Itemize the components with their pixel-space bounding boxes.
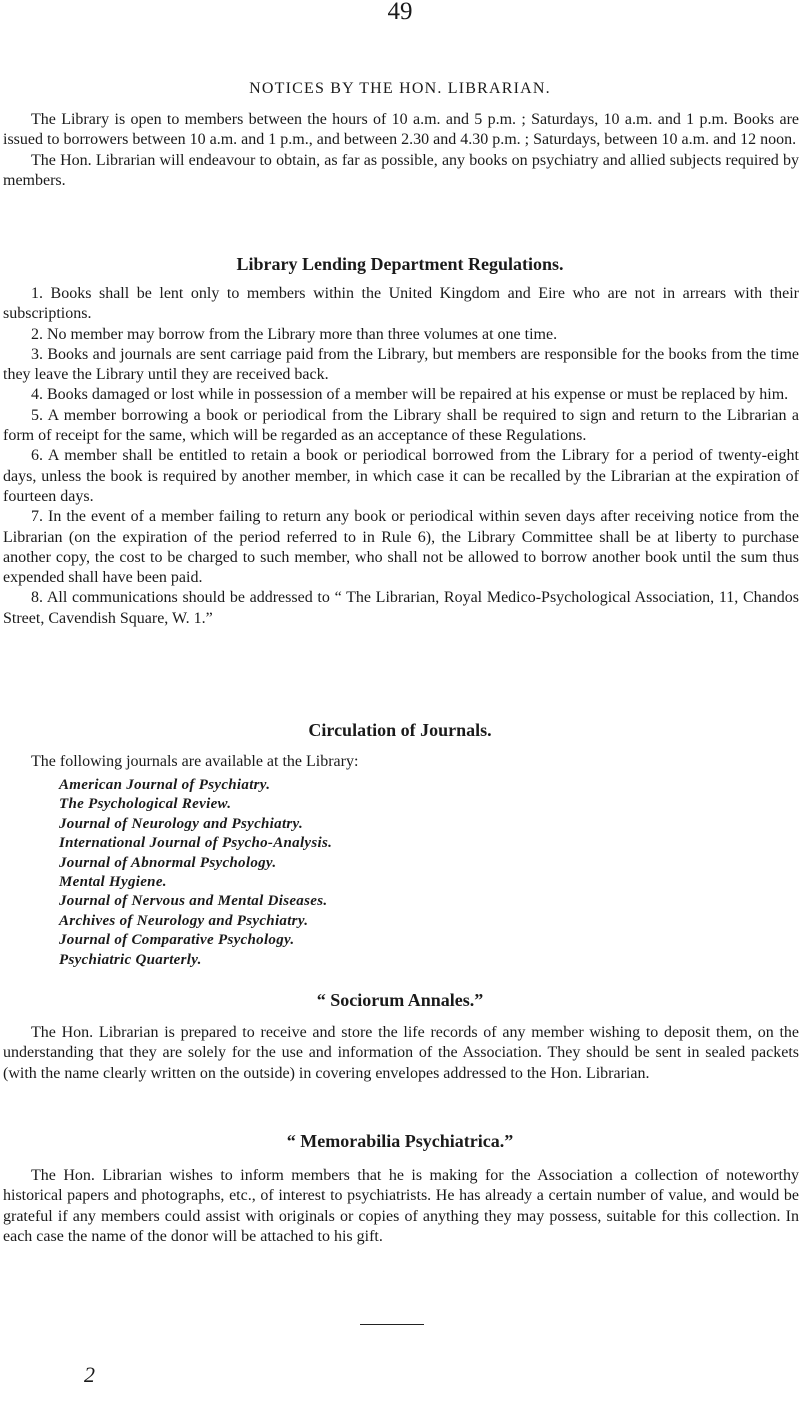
regulation-rule: 5. A member borrowing a book or periodical from the Library shall be required to sign and return to the Librarian a form of receipt for the same, which will be regarded as an acceptance of these Regulations. (3, 406, 799, 445)
journal-item: The Psychological Review. (59, 796, 232, 813)
regulation-rule: 7. In the event of a member failing to return any book or periodical within seven days after receiving notice from the Librarian (on the expiration of the period referred to in Rule 6), the Library Committee shall be at liberty to purchase another copy, the cost to be charged to such member, who shall not be allowed to borrow another book until the sum thus expended shall have been paid. (3, 508, 799, 587)
journals-intro: The following journals are available at the Library: (31, 753, 359, 770)
sociorum-heading: “ Sociorum Annales.” (316, 990, 484, 1010)
regulation-rule: 2. No member may borrow from the Library more than three volumes at one time. (31, 325, 558, 343)
regulation-rule: 8. All communications should be addressed to “ The Librarian, Royal Medico-Psychological Association, 11, Chandos Street, Cavendish Square, W. 1.” (3, 589, 799, 627)
journal-item: Psychiatric Quarterly. (59, 951, 202, 968)
journal-item: American Journal of Psychiatry. (59, 777, 271, 793)
notices-section (3, 110, 799, 191)
regulation-rule: 3. Books and journals are sent carriage paid from the Library, but members are responsible for the books from the time they leave the Library until they are received back. (3, 345, 799, 384)
journal-item: Journal of Comparative Psychology. (59, 932, 295, 949)
journal-item: International Journal of Psycho-Analysis. (59, 835, 333, 852)
regulation-rule: 1. Books shall be lent only to members within the United Kingdom and Eire who are not in arrears with their subscriptions. (3, 285, 799, 323)
notices-hours-paragraph: The Library is open to members between the hours of 10 a.m. and 5 p.m. ; Saturdays, 10 a.m. and 1 p.m. Books are issued to borrowers between 10 a.m. and 1 p.m., and between 2.30 and 4.30 p.m. ; Saturdays, between 10 a.m. and 12 noon. (3, 111, 799, 149)
regulations-list (3, 284, 799, 629)
regulations-heading: Library Lending Department Regulations. (236, 254, 564, 274)
regulation-rule: 4. Books damaged or lost while in possession of a member will be repaired at his expense or must be replaced by him. (31, 386, 789, 404)
sociorum-paragraph: The Hon. Librarian is prepared to receive and store the life records of any member wishing to deposit them, on the understanding that they are solely for the use and information of the Association. They should be sent in sealed packets (with the name clearly written on the outside) in covering envelopes addressed to the Hon. Librarian. (3, 1024, 799, 1082)
journal-item: Archives of Neurology and Psychiatry. (59, 912, 309, 929)
journals-heading: Circulation of Journals. (308, 720, 492, 740)
sociorum-section (3, 1023, 799, 1084)
journal-item: Journal of Neurology and Psychiatry. (59, 815, 304, 832)
journal-item: Mental Hygiene. (59, 874, 167, 891)
journal-list (59, 776, 332, 970)
notices-books-paragraph: The Hon. Librarian will endeavour to obtain, as far as possible, any books on psychiatry and allied subjects required by members. (3, 151, 799, 189)
memorabilia-paragraph: The Hon. Librarian wishes to inform members that he is making for the Association a collection of noteworthy historical papers and photographs, etc., of interest to psychiatrists. He has already a certain number of value, and would be grateful if any members could assist with originals or copies of anything they may possess, suitable for this collection. In each case the name of the donor will be attached to his gift. (3, 1167, 799, 1245)
page-number: 49 (387, 0, 413, 25)
section-end-rule (360, 1324, 424, 1325)
folio-mark: 2 (84, 1362, 95, 1387)
journal-item: Journal of Nervous and Mental Diseases. (59, 893, 328, 910)
memorabilia-section (3, 1166, 799, 1247)
memorabilia-heading: “ Memorabilia Psychiatrica.” (286, 1131, 514, 1151)
regulation-rule: 6. A member shall be entitled to retain a book or periodical borrowed from the Library for a period of twenty-eight days, unless the book is required by another member, in which case it can be recalled by the Librarian at the expiration of fourteen days. (3, 447, 799, 505)
journal-item: Journal of Abnormal Psychology. (59, 854, 277, 871)
notices-title: NOTICES BY THE HON. LIBRARIAN. (249, 80, 551, 97)
